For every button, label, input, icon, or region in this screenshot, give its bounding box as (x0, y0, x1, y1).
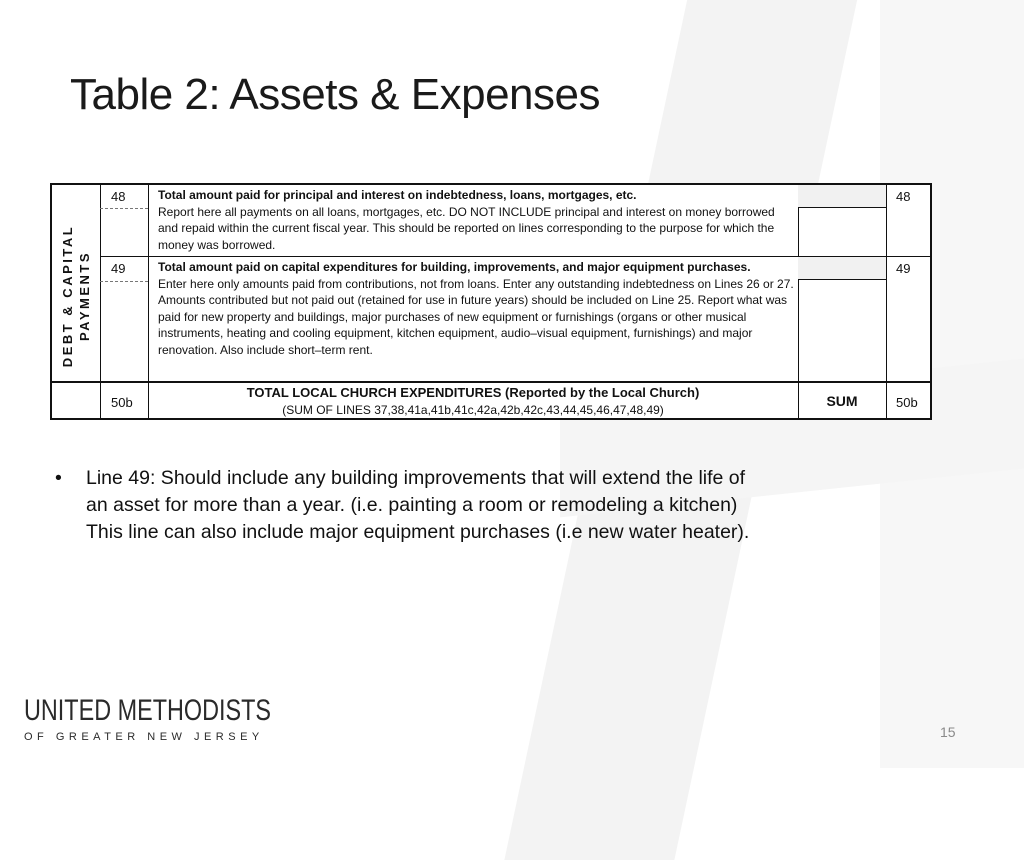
row-49-body: Enter here only amounts paid from contributions, not from loans. Enter any outstanding indebtedness on Lines 26 or 27. Amounts contributed but not paid out (retained for use in future years) should be included on Line 25. Report what was paid for new property and buildings, major purchases of new equipment or furnishings (organs or other musical instruments, heating and cooling equipment, kitchen equipment, audio–visual equipment, furnishings) and major renovation. Also include short–term rent. (158, 276, 794, 357)
right-line-number-49: 49 (896, 261, 911, 276)
section-label-text: DEBT & CAPITAL PAYMENTS (60, 224, 92, 368)
amount-cell-49 (798, 257, 886, 280)
row-48-description (158, 187, 794, 253)
sum-label: SUM (826, 393, 858, 409)
row-48-heading: Total amount paid for principal and interest on indebtedness, loans, mortgages, etc. (158, 188, 637, 202)
line-number-48: 48 (111, 189, 126, 204)
bullet-marker: • (55, 467, 62, 489)
right-line-number-48: 48 (896, 189, 911, 204)
slide-title: Table 2: Assets & Expenses (70, 70, 600, 119)
table-divider (100, 208, 148, 209)
logo-main-text: UNITED METHODISTS (24, 694, 272, 727)
total-subtitle: (SUM OF LINES 37,38,41a,41b,41c,42a,42b,42c,43,44,45,46,47,48,49) (282, 403, 664, 417)
row-49-description (158, 259, 794, 358)
form-table-image (50, 183, 932, 420)
bullet-list (55, 465, 755, 546)
row-49-heading: Total amount paid on capital expenditures for building, improvements, and major equipment purchases. (158, 260, 751, 274)
total-title: TOTAL LOCAL CHURCH EXPENDITURES (Reported by the Local Church) (246, 385, 700, 400)
section-label (54, 217, 98, 375)
page-number: 15 (940, 724, 956, 740)
logo-sub-text: OF GREATER NEW JERSEY (24, 731, 264, 743)
table-divider (886, 185, 887, 418)
organization-logo (24, 694, 341, 743)
right-line-number-50b: 50b (896, 395, 918, 410)
line-number-50b: 50b (111, 395, 133, 410)
table-divider (798, 185, 799, 418)
line-number-49: 49 (111, 261, 126, 276)
bullet-text: Line 49: Should include any building improvements that will extend the life of an asset for more than a year. (i.e. painting a room or remodeling a kitchen) This line can also include major equipment purchases (i.e new water heater). (86, 467, 750, 543)
table-divider (100, 185, 101, 418)
table-divider (52, 381, 930, 383)
row-48-body: Report here all payments on all loans, mortgages, etc. DO NOT INCLUDE principal and interest on money borrowed and repaid within the current fiscal year. This should be reported on lines corresponding to the purpose for which the money was borrowed. (158, 204, 775, 252)
table-divider (100, 281, 148, 282)
table-divider (148, 185, 149, 418)
amount-cell-48 (798, 185, 886, 208)
